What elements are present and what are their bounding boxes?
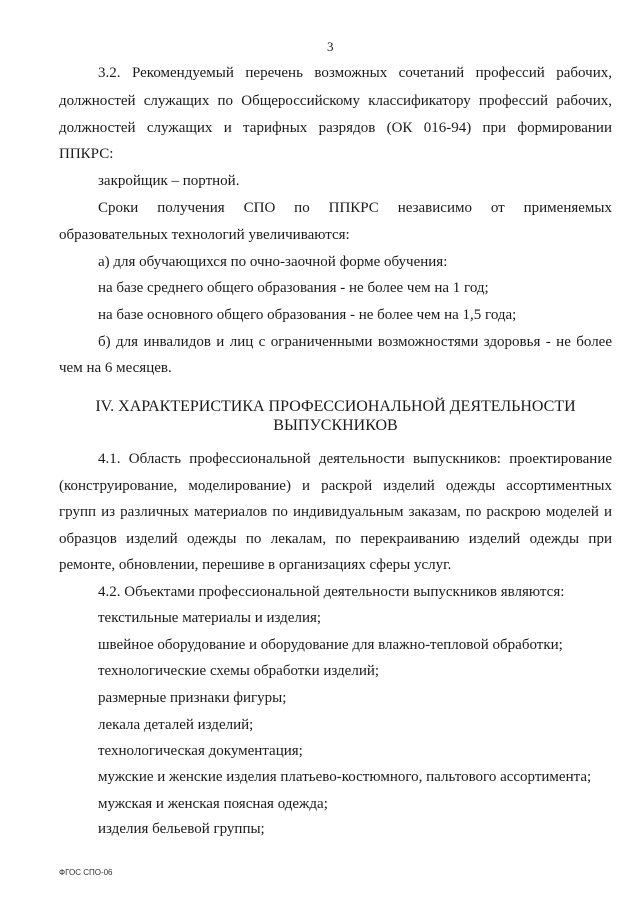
section-iv-heading-line-1: IV. ХАРАКТЕРИСТИКА ПРОФЕССИОНАЛЬНОЙ ДЕЯТЕЛЬНОСТИ [95,398,576,415]
object-item: технологические схемы обработки изделий; [98,663,380,679]
item-a-sub-1: на базе среднего общего образования - не более чем на 1 год; [98,280,489,296]
item-b-line-2: чем на 6 месяцев. [59,360,172,376]
section-3-2-line-2: должностей служащих по Общероссийскому классификатору профессий рабочих, [59,93,612,109]
profession-combination: закройщик – портной. [98,173,240,189]
object-item: текстильные материалы и изделия; [98,610,322,626]
item-b-line-1: б) для инвалидов и лиц с ограниченными возможностями здоровья - не более [98,334,612,350]
object-item: мужская и женская поясная одежда; [98,796,328,812]
object-item: мужские и женские изделия платьево-костюмного, пальтового ассортимента; [98,769,592,785]
terms-line-2: образовательных технологий увеличиваются: [59,227,350,243]
object-item: швейное оборудование и оборудование для влажно-тепловой обработки; [98,637,563,653]
section-4-1-line-2: (конструирование, моделирование) и раскрой изделий одежды ассортиментных [59,478,612,494]
document-footer: ФГОС СПО-06 [59,868,113,877]
object-item: изделия бельевой группы; [98,821,265,837]
page-number: 3 [327,39,334,54]
section-3-2-line-1: 3.2. Рекомендуемый перечень возможных сочетаний профессий рабочих, [98,65,612,81]
object-item: размерные признаки фигуры; [98,690,287,706]
section-4-1-line-4: образцов изделий одежды по лекалам, по перекраиванию изделий одежды при [59,531,612,547]
section-4-1-line-5: ремонте, обновлении, перешиве в организациях сферы услуг. [59,557,452,573]
object-item: лекала деталей изделий; [98,717,254,733]
section-4-1-line-3: групп из различных материалов по индивидуальным заказам, по раскрою моделей и [59,504,612,520]
section-4-1-line-1: 4.1. Область профессиональной деятельности выпускников: проектирование [98,451,612,467]
terms-line-1: Сроки получения СПО по ППКРС независимо от применяемых [98,200,612,216]
section-iv-heading-line-2: ВЫПУСКНИКОВ [273,417,398,434]
section-3-2-line-3: должностей служащих и тарифных разрядов (ОК 016-94) при формировании [59,120,612,136]
section-4-2-intro: 4.2. Объектами профессиональной деятельности выпускников являются: [98,584,565,600]
section-3-2-line-4: ППКРС: [59,146,114,162]
item-a-sub-2: на базе основного общего образования - не более чем на 1,5 года; [98,307,517,323]
item-a: а) для обучающихся по очно-заочной форме обучения: [98,254,448,270]
object-item: технологическая документация; [98,743,303,759]
